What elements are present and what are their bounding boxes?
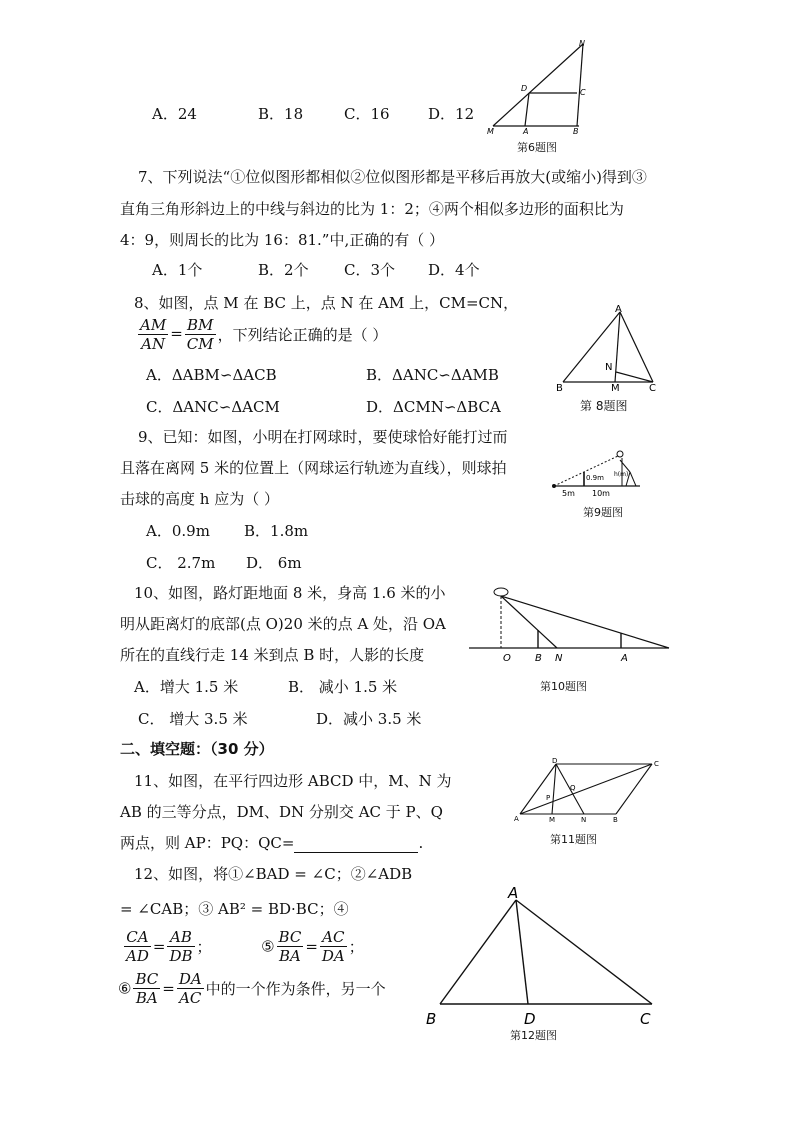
q6-option-d: D．12 xyxy=(428,105,475,123)
q12-f4-den: AD xyxy=(126,947,149,965)
q7-option-b: B．2个 xyxy=(258,261,309,279)
q9-line-3: 击球的高度 h 应为（ ） xyxy=(120,490,279,508)
q12-mark-5: ⑤ xyxy=(261,937,275,956)
q10-option-a: A．增大 1.5 米 xyxy=(134,678,239,696)
q12-sep-1: ； xyxy=(196,938,212,956)
q8-option-b: B．ΔANC∽ΔAMB xyxy=(366,366,499,384)
q10-line-3: 所在的直线行走 14 米到点 B 时，人影的长度 xyxy=(120,646,425,664)
q6-label-c: C xyxy=(580,88,586,97)
q12-frac-bc-ba-2 xyxy=(133,970,160,1007)
q12-frac-da-ac xyxy=(177,970,204,1007)
q11-label-d: D xyxy=(552,757,558,765)
q8-option-a: A．ΔABM∽ΔACB xyxy=(146,366,277,384)
q9-option-a: A．0.9m xyxy=(146,522,210,540)
q12-f5b-den: DA xyxy=(321,947,345,965)
q7-line-3: 4：9，则周长的比为 16：81.”中,正确的有（ ） xyxy=(120,231,445,249)
q6-label-d: D xyxy=(521,84,528,93)
q11-figure-caption: 第11题图 xyxy=(550,833,597,846)
q10-label-o: O xyxy=(503,653,511,664)
q11-line-1: 11、如图，在平行四边形 ABCD 中，M、N 为 xyxy=(134,772,452,790)
q11-label-q: Q xyxy=(570,784,576,792)
q12-f4-num: CA xyxy=(124,928,151,947)
q8-frac1-den: AN xyxy=(141,335,166,353)
q9-figure-caption: 第9题图 xyxy=(583,506,623,519)
q12-mark-6: ⑥ xyxy=(118,979,132,998)
q8-label-a: A xyxy=(615,304,622,315)
q12-line-4-tail: 中的一个作为条件，另一个 xyxy=(205,980,386,998)
q8-label-n: N xyxy=(605,362,613,373)
q8-line-1: 8、如图，点 M 在 BC 上，点 N 在 AM 上，CM=CN， xyxy=(134,294,519,312)
q11-label-a: A xyxy=(514,815,519,823)
q8-frac1-num: AM xyxy=(140,316,167,334)
q12-f6-den: BA xyxy=(135,989,158,1007)
q12-frac-ca-ad xyxy=(124,928,151,965)
q6-label-n: N xyxy=(579,39,585,48)
q9-label-h: h(m) xyxy=(614,471,629,478)
q12-label-d: D xyxy=(524,1010,536,1028)
q8-frac2-den: CM xyxy=(186,335,214,353)
q11-line-3-end: . xyxy=(418,834,424,852)
q8-equals: = xyxy=(170,324,183,343)
q12-sep-2: ； xyxy=(348,938,364,956)
q11-answer-blank[interactable] xyxy=(294,837,418,853)
q9-option-d: D． 6m xyxy=(246,554,302,572)
street-lamp-icon xyxy=(494,588,508,596)
q12-label-c: C xyxy=(640,1010,651,1028)
q9-line-2: 且落在离网 5 米的位置上（网球运行轨迹为直线），则球拍 xyxy=(120,459,507,477)
q11-label-n: N xyxy=(581,816,587,824)
q7-option-c: C．3个 xyxy=(344,261,396,279)
q12-frac-ab-db xyxy=(167,928,194,965)
q8-figure xyxy=(553,302,665,394)
q12-f6b-den: AC xyxy=(179,989,202,1007)
q6-label-m: M xyxy=(487,127,494,136)
q12-figure xyxy=(420,880,660,1030)
q9-label-d1: 5m xyxy=(562,489,575,498)
q6-option-b: B．18 xyxy=(258,105,304,123)
q9-label-d2: 10m xyxy=(592,489,610,498)
q10-label-b: B xyxy=(535,653,542,664)
q9-figure xyxy=(548,446,648,502)
q12-f4b-num: AB xyxy=(167,928,194,947)
ball-landing-icon xyxy=(552,484,556,488)
q7-line-1: 7、下列说法“①位似图形都相似②位似图形都是平移后再放大(或缩小)得到③ xyxy=(138,168,647,186)
q10-option-b: B． 减小 1.5 米 xyxy=(288,678,398,696)
q10-line-2: 明从距离灯的底部(点 O)20 米的点 A 处，沿 OA xyxy=(120,615,446,633)
q12-label-b: B xyxy=(426,1010,437,1028)
q7-option-d: D．4个 xyxy=(428,261,480,279)
q8-figure-caption: 第 8题图 xyxy=(580,399,628,413)
q12-f6b-num: DA xyxy=(178,970,202,988)
q11-line-3 xyxy=(120,832,423,853)
q10-option-c: C． 增大 3.5 米 xyxy=(138,710,248,728)
q6-label-a: A xyxy=(523,127,529,136)
q8-label-c: C xyxy=(649,383,656,394)
q10-option-d: D．减小 3.5 米 xyxy=(316,710,422,728)
q12-frac-bc-ba xyxy=(277,928,304,965)
q11-line-3-text: 两点，则 AP：PQ：QC= xyxy=(120,834,295,852)
q8-fraction-am-an xyxy=(138,316,168,353)
q6-figure-caption: 第6题图 xyxy=(517,141,557,154)
q8-option-c: C．ΔANC∽ΔACM xyxy=(146,398,280,416)
section-2-title: 二、填空题：（30 分） xyxy=(120,740,274,758)
q6-option-a: A．24 xyxy=(152,105,197,123)
q6-figure xyxy=(485,38,595,138)
q6-option-c: C．16 xyxy=(344,105,390,123)
q10-figure-caption: 第10题图 xyxy=(540,680,587,693)
q12-label-a: A xyxy=(508,884,519,902)
q12-f6-num: BC xyxy=(135,970,159,988)
q12-f5-den: BA xyxy=(278,947,301,965)
q9-option-b: B．1.8m xyxy=(244,522,309,540)
q10-label-a: A xyxy=(621,653,628,664)
q9-option-c: C． 2.7m xyxy=(146,554,216,572)
q12-f5b-num: AC xyxy=(320,928,347,947)
q10-figure xyxy=(465,578,675,664)
q11-figure xyxy=(512,756,662,824)
q12-line-2: = ∠CAB；③ AB² = BD·BC；④ xyxy=(120,900,349,918)
q12-frac-ac-da xyxy=(320,928,347,965)
q12-line-4: ⑥ $\frac{BC}{BA}$ = $\frac{DA}{AC}$ 中的一个作为条件，另一个 xyxy=(118,970,386,1007)
q7-option-a: A．1个 xyxy=(152,261,203,279)
q10-line-1: 10、如图，路灯距地面 8 米，身高 1.6 米的小 xyxy=(134,584,446,602)
q8-fraction-bm-cm xyxy=(185,316,216,353)
q6-label-b: B xyxy=(573,127,579,136)
q11-label-m: M xyxy=(549,816,556,824)
q8-line-2-tail: ，下列结论正确的是（ ） xyxy=(217,326,388,344)
q11-label-p: P xyxy=(546,794,551,802)
q12-figure-caption: 第12题图 xyxy=(510,1029,557,1042)
q8-label-b: B xyxy=(556,383,563,394)
tennis-ball-icon xyxy=(617,451,623,457)
q12-line-1: 12、如图，将①∠BAD = ∠C；②∠ADB xyxy=(134,865,413,883)
q10-label-n: N xyxy=(555,653,563,664)
q8-frac2-num: BM xyxy=(185,316,216,335)
q12-line-3: $\frac{CA}{AD}$ = $\frac{AB}{DB}$ ； ⑤ $\frac{BC}{BA}$ = $\frac{AC}{DA}$ ； xyxy=(126,928,364,965)
q8-label-m: M xyxy=(611,383,620,394)
q7-line-2: 直角三角形斜边上的中线与斜边的比为 1：2；④两个相似多边形的面积比为 xyxy=(120,200,624,218)
q11-line-2: AB 的三等分点，DM、DN 分别交 AC 于 P、Q xyxy=(120,803,443,821)
q12-f4b-den: DB xyxy=(169,947,193,965)
q11-label-b: B xyxy=(613,816,618,824)
q11-label-c: C xyxy=(654,760,659,768)
q9-line-1: 9、已知：如图，小明在打网球时，要使球恰好能打过而 xyxy=(138,428,508,446)
q8-ratio-line xyxy=(136,316,387,353)
q8-option-d: D．ΔCMN∽ΔBCA xyxy=(366,398,501,416)
q9-label-net: 0.9m xyxy=(586,474,604,482)
q12-f5-num: BC xyxy=(278,928,302,946)
